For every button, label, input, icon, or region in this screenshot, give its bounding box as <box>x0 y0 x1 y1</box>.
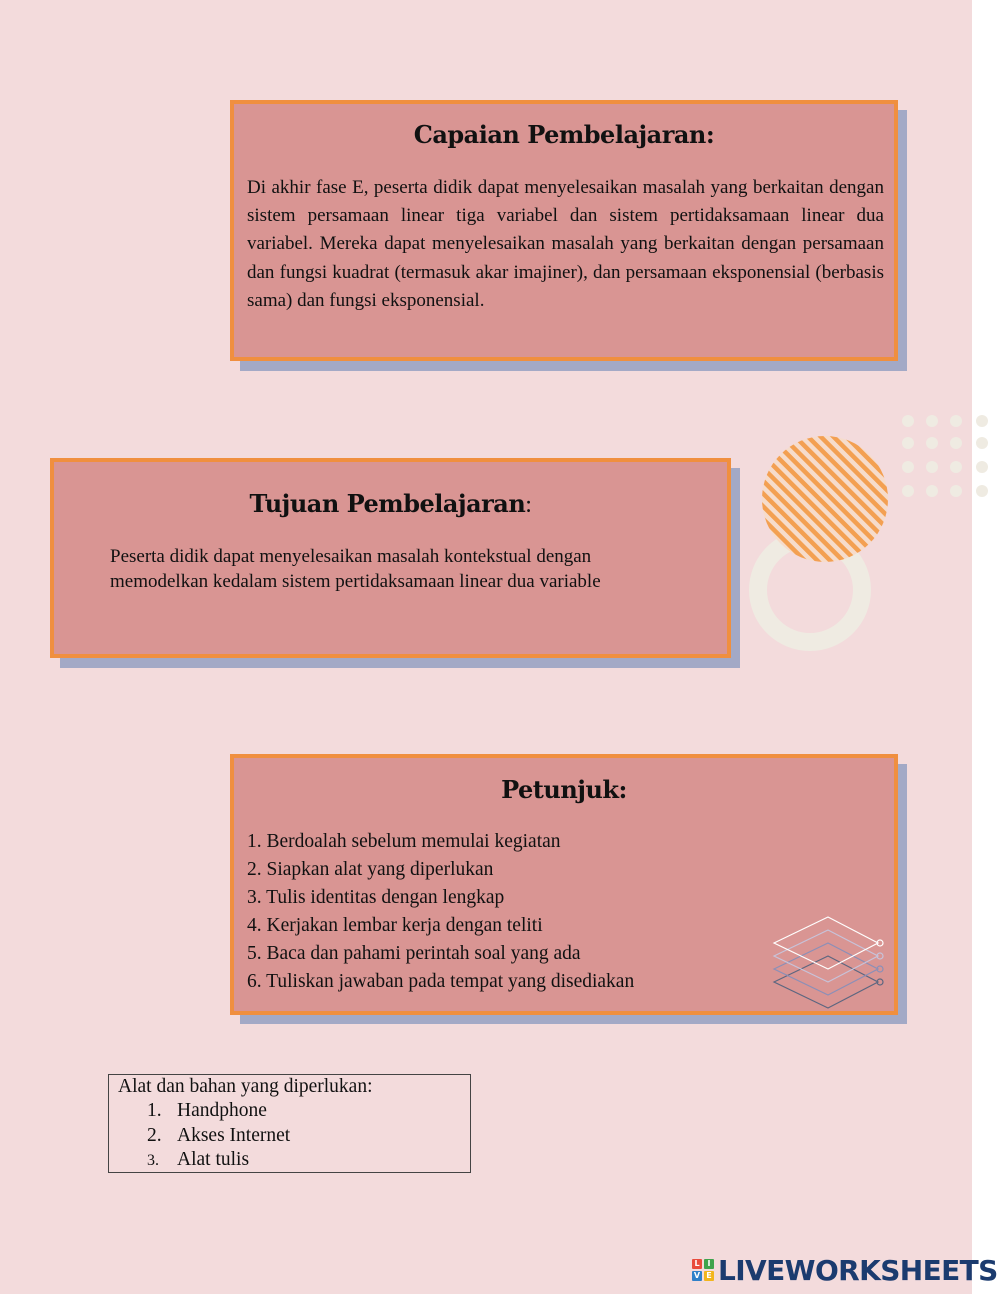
logo-letter-l: L <box>692 1259 702 1269</box>
tools-item-label: Akses Internet <box>177 1124 291 1146</box>
step-item: 3. Tulis identitas dengan lengkap <box>247 887 505 908</box>
logo-letter-v: V <box>693 1271 701 1280</box>
step-item: 2. Siapkan alat yang diperlukan <box>247 859 494 880</box>
tools-item-label: Handphone <box>177 1100 267 1121</box>
tools-box <box>108 1074 471 1173</box>
capaian-title: Capaian Pembelajaran: <box>413 120 715 149</box>
tools-item <box>147 1099 290 1124</box>
step-item: 5. Baca dan pahami perintah soal yang ada <box>247 943 581 964</box>
tujuan-title-text: Tujuan Pembelajaran <box>249 489 526 518</box>
logo-letter-i: I <box>704 1259 714 1269</box>
tools-item-number: 2. <box>147 1124 162 1146</box>
petunjuk-title: Petunjuk: <box>501 775 627 804</box>
tools-item-label: Alat tulis <box>177 1149 250 1170</box>
capaian-body: Di akhir fase E, peserta didik dapat menyelesaikan masalah yang berkaitan dengan sistem persamaan linear tiga variabel dan sistem pertidaksamaan linear dua variabel. Mereka dapat menyelesaikan masalah yang berkaitan dengan persamaan dan fungsi kuadrat (termasuk akar imajiner), dan persamaan eksponensial (berbasis sama) dan fungsi eksponensial. <box>247 177 884 311</box>
logo-letter-e: E <box>704 1271 714 1281</box>
petunjuk-card <box>230 754 898 1015</box>
tujuan-title <box>54 489 727 519</box>
layers-icon <box>768 912 888 1012</box>
logo-mark-icon <box>692 1259 714 1281</box>
tools-item-number: 1. <box>147 1100 162 1121</box>
liveworksheets-logo <box>692 1253 998 1287</box>
tujuan-line-1: Peserta didik dapat menyelesaikan masalah kontekstual dengan <box>110 546 592 567</box>
striped-circle <box>762 436 888 562</box>
tools-title: Alat dan bahan yang diperlukan: <box>118 1076 373 1097</box>
tujuan-title-colon: : <box>525 492 532 518</box>
capaian-card <box>230 100 898 361</box>
step-item: 1. Berdoalah sebelum memulai kegiatan <box>247 831 561 852</box>
tujuan-card <box>50 458 731 658</box>
tools-item <box>147 1124 290 1149</box>
dot-grid <box>902 415 988 497</box>
petunjuk-steps <box>247 828 634 996</box>
step-item: 6. Tuliskan jawaban pada tempat yang disediakan <box>247 971 635 992</box>
logo-text: LIVEWORKSHEETS <box>718 1253 998 1287</box>
tools-item <box>147 1148 290 1174</box>
tools-item-number: 3. <box>147 1152 159 1169</box>
decorative-shapes <box>740 410 1000 670</box>
tools-list <box>147 1099 290 1174</box>
tujuan-line-2: memodelkan kedalam sistem pertidaksamaan linear dua variable <box>110 571 601 592</box>
step-item: 4. Kerjakan lembar kerja dengan teliti <box>247 915 543 936</box>
